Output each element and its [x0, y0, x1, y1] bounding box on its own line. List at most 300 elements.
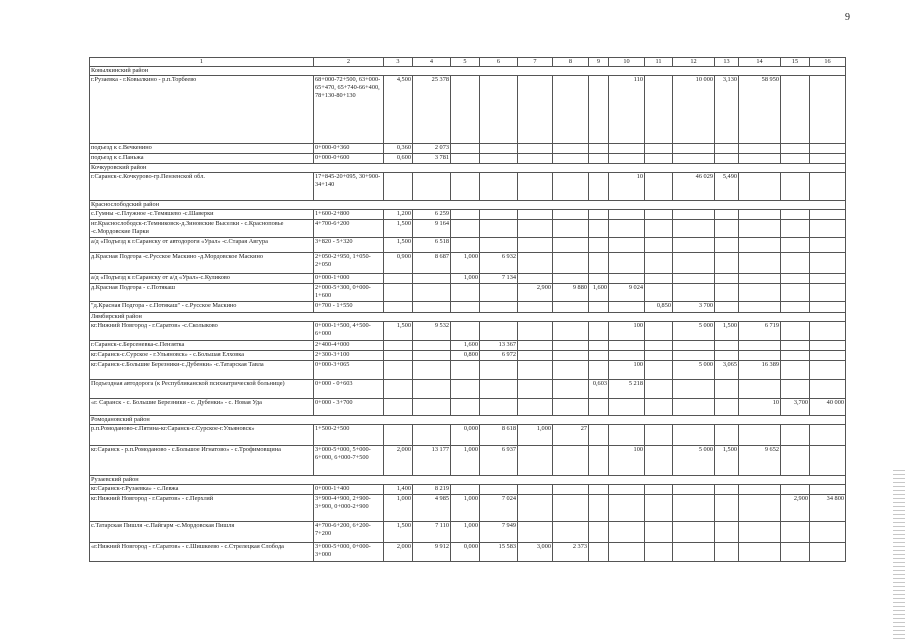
value-cell	[715, 220, 739, 238]
value-cell: 0,850	[645, 302, 673, 313]
value-cell	[451, 284, 480, 302]
value-cell	[810, 522, 846, 543]
header-cell: 6	[480, 58, 518, 67]
value-cell	[739, 238, 781, 253]
value-cell	[480, 154, 518, 164]
value-cell	[781, 522, 810, 543]
value-cell: 27	[553, 425, 589, 446]
value-cell: 6 518	[413, 238, 451, 253]
value-cell	[589, 351, 609, 361]
road-name-cell: г.Саранск-с.Кочкурово-гр.Пензенской обл.	[90, 173, 314, 201]
value-cell	[673, 274, 715, 284]
km-range-cell: 0+000-1+000	[314, 274, 384, 284]
value-cell	[589, 173, 609, 201]
value-cell	[451, 399, 480, 416]
value-cell	[781, 238, 810, 253]
value-cell	[384, 173, 413, 201]
value-cell	[715, 238, 739, 253]
value-cell	[609, 220, 645, 238]
value-cell	[781, 173, 810, 201]
value-cell: 3,065	[715, 361, 739, 380]
value-cell	[609, 399, 645, 416]
value-cell	[589, 144, 609, 154]
value-cell	[781, 322, 810, 341]
value-cell: 10	[609, 173, 645, 201]
value-cell	[810, 341, 846, 351]
value-cell	[413, 302, 451, 313]
km-range-cell: 0+000-1+500, 4+500-6+000	[314, 322, 384, 341]
value-cell: 0,603	[589, 380, 609, 399]
value-cell	[781, 341, 810, 351]
value-cell	[553, 173, 589, 201]
value-cell: 4,500	[384, 76, 413, 144]
value-cell: 3,700	[781, 399, 810, 416]
value-cell	[781, 543, 810, 562]
value-cell: 0,900	[384, 253, 413, 274]
value-cell: 13 367	[480, 341, 518, 351]
km-range-cell: 3+820 - 5+320	[314, 238, 384, 253]
road-name-cell: с.Татарская Пишля -с.Пайгарм -с.Мордовская Пишля	[90, 522, 314, 543]
km-range-cell: 3+900-4+900, 2+900-3+900, 0+000-2+900	[314, 495, 384, 522]
road-works-table	[89, 57, 846, 562]
value-cell: 1,500	[384, 238, 413, 253]
value-cell: 6 937	[480, 446, 518, 476]
value-cell: 100	[609, 322, 645, 341]
value-cell: 6 719	[739, 322, 781, 341]
value-cell	[518, 76, 553, 144]
value-cell	[810, 284, 846, 302]
value-cell	[413, 341, 451, 351]
value-cell	[645, 522, 673, 543]
value-cell	[810, 210, 846, 220]
road-name-cell: д.Красная Подгора - с.Потякаш	[90, 284, 314, 302]
value-cell: 3 781	[413, 154, 451, 164]
value-cell	[781, 284, 810, 302]
value-cell: 2,000	[384, 543, 413, 562]
value-cell	[518, 380, 553, 399]
table-row	[90, 274, 846, 284]
value-cell	[589, 495, 609, 522]
value-cell: 2 373	[553, 543, 589, 562]
value-cell	[518, 253, 553, 274]
value-cell	[518, 173, 553, 201]
value-cell	[781, 210, 810, 220]
value-cell: 0,000	[451, 425, 480, 446]
value-cell: 5 000	[673, 322, 715, 341]
value-cell	[518, 210, 553, 220]
table-row	[90, 522, 846, 543]
value-cell: 1,600	[589, 284, 609, 302]
value-cell	[739, 284, 781, 302]
value-cell	[384, 302, 413, 313]
value-cell	[715, 144, 739, 154]
value-cell	[715, 253, 739, 274]
value-cell	[518, 446, 553, 476]
road-name-cell: "д.Красная Подгора - с.Потякаш" - с.Русское Маскино	[90, 302, 314, 313]
table-row	[90, 173, 846, 201]
value-cell	[715, 302, 739, 313]
value-cell	[781, 144, 810, 154]
header-cell: 9	[589, 58, 609, 67]
value-cell	[645, 154, 673, 164]
road-name-cell: с.Гумны -с.Плужное -с.Темяшево -с.Шаверки	[90, 210, 314, 220]
road-name-cell: кг.Саранск - р.п.Ромоданово - с.Большое Игнатово» - с.Трофимовщина	[90, 446, 314, 476]
value-cell: 25 378	[413, 76, 451, 144]
road-name-cell: подъезд к с.Паньжа	[90, 154, 314, 164]
value-cell	[553, 485, 589, 495]
value-cell	[810, 543, 846, 562]
value-cell	[739, 220, 781, 238]
value-cell	[673, 425, 715, 446]
value-cell: 7 110	[413, 522, 451, 543]
value-cell: 46 029	[673, 173, 715, 201]
value-cell	[645, 380, 673, 399]
value-cell	[645, 495, 673, 522]
value-cell: 40 000	[810, 399, 846, 416]
value-cell: 1,500	[715, 446, 739, 476]
value-cell: 1,400	[384, 485, 413, 495]
value-cell	[518, 144, 553, 154]
table-row	[90, 238, 846, 253]
value-cell: 7 134	[480, 274, 518, 284]
value-cell	[553, 210, 589, 220]
scan-edge-artifact	[893, 470, 905, 640]
value-cell	[715, 495, 739, 522]
road-name-cell: а/д «Подъезд к г.Саранску от а/д «Урал»-с.Куликово	[90, 274, 314, 284]
value-cell	[645, 446, 673, 476]
value-cell: 5 000	[673, 446, 715, 476]
value-cell	[553, 302, 589, 313]
value-cell	[518, 399, 553, 416]
value-cell	[673, 210, 715, 220]
table-row	[90, 220, 846, 238]
table-row	[90, 210, 846, 220]
road-name-cell: подъезд к с.Вечкенино	[90, 144, 314, 154]
km-range-cell: 2+300-3+100	[314, 351, 384, 361]
value-cell	[553, 380, 589, 399]
table-row	[90, 284, 846, 302]
value-cell	[673, 351, 715, 361]
km-range-cell: 2+000-5+300, 0+000-1+600	[314, 284, 384, 302]
value-cell	[781, 485, 810, 495]
value-cell	[553, 361, 589, 380]
header-cell: 5	[451, 58, 480, 67]
section-row	[90, 201, 846, 210]
value-cell	[739, 425, 781, 446]
value-cell	[518, 154, 553, 164]
value-cell	[384, 274, 413, 284]
value-cell	[715, 154, 739, 164]
value-cell: 10	[739, 399, 781, 416]
value-cell	[518, 220, 553, 238]
value-cell	[781, 76, 810, 144]
road-name-cell: кг.Нижний Новгород - г.Саратов» -с.Сколыково	[90, 322, 314, 341]
value-cell: 3,130	[715, 76, 739, 144]
value-cell	[480, 220, 518, 238]
value-cell	[715, 341, 739, 351]
value-cell	[739, 522, 781, 543]
value-cell	[480, 380, 518, 399]
table-row	[90, 446, 846, 476]
value-cell	[451, 76, 480, 144]
road-name-cell: а/д «Подъезд к г.Саранску от автодороги «Урал» -с.Старая Авгура	[90, 238, 314, 253]
header-cell: 10	[609, 58, 645, 67]
value-cell	[781, 446, 810, 476]
value-cell	[553, 238, 589, 253]
value-cell	[645, 425, 673, 446]
table-row	[90, 253, 846, 274]
value-cell	[480, 284, 518, 302]
value-cell	[715, 543, 739, 562]
header-cell: 11	[645, 58, 673, 67]
value-cell	[673, 220, 715, 238]
value-cell	[609, 238, 645, 253]
value-cell	[739, 173, 781, 201]
value-cell: 1,500	[384, 322, 413, 341]
value-cell	[645, 76, 673, 144]
value-cell: 8 618	[480, 425, 518, 446]
km-range-cell: 2+050-2+950, 1+050-2+050	[314, 253, 384, 274]
value-cell: 3 700	[673, 302, 715, 313]
value-cell	[589, 399, 609, 416]
value-cell	[739, 341, 781, 351]
value-cell	[609, 543, 645, 562]
value-cell	[810, 173, 846, 201]
road-name-cell: «г. Саранск - с. Большие Березники - с. Дубенки» - с. Новая Уда	[90, 399, 314, 416]
value-cell	[645, 253, 673, 274]
km-range-cell: 2+400-4+000	[314, 341, 384, 351]
km-range-cell: 0+000-0+360	[314, 144, 384, 154]
value-cell	[739, 253, 781, 274]
table-row	[90, 380, 846, 399]
value-cell	[518, 238, 553, 253]
value-cell: 1,000	[451, 522, 480, 543]
value-cell	[739, 154, 781, 164]
value-cell	[451, 485, 480, 495]
value-cell	[645, 274, 673, 284]
value-cell: 58 950	[739, 76, 781, 144]
value-cell	[781, 253, 810, 274]
value-cell	[781, 351, 810, 361]
value-cell	[645, 322, 673, 341]
value-cell	[518, 341, 553, 351]
header-cell: 7	[518, 58, 553, 67]
value-cell	[480, 485, 518, 495]
value-cell	[810, 322, 846, 341]
road-name-cell: г.Рузаевка - г.Ковылкино - р.п.Торбеево	[90, 76, 314, 144]
value-cell	[645, 238, 673, 253]
value-cell: 6 972	[480, 351, 518, 361]
value-cell	[609, 341, 645, 351]
value-cell	[480, 399, 518, 416]
km-range-cell: 0+000-3+065	[314, 361, 384, 380]
value-cell	[451, 154, 480, 164]
table-row	[90, 399, 846, 416]
value-cell	[451, 361, 480, 380]
value-cell	[609, 522, 645, 543]
value-cell	[553, 351, 589, 361]
value-cell: 1,000	[451, 495, 480, 522]
value-cell: 110	[609, 76, 645, 144]
value-cell	[739, 210, 781, 220]
value-cell	[451, 322, 480, 341]
value-cell	[609, 302, 645, 313]
value-cell	[589, 425, 609, 446]
value-cell	[781, 302, 810, 313]
value-cell	[810, 253, 846, 274]
value-cell	[645, 144, 673, 154]
value-cell: 5,490	[715, 173, 739, 201]
value-cell: 4 985	[413, 495, 451, 522]
table-row	[90, 76, 846, 144]
road-name-cell: р.п.Ромоданово-с.Пятина-кг.Саранск-с.Сурское-г.Ульяновск»	[90, 425, 314, 446]
value-cell	[673, 495, 715, 522]
section-title: Лямбирский район	[90, 313, 846, 322]
value-cell	[673, 238, 715, 253]
section-title: Ковылкинский район	[90, 67, 846, 76]
value-cell: 1,000	[451, 274, 480, 284]
value-cell	[480, 173, 518, 201]
value-cell	[480, 361, 518, 380]
header-cell: 14	[739, 58, 781, 67]
table-row	[90, 485, 846, 495]
value-cell: 5 218	[609, 380, 645, 399]
header-cell: 12	[673, 58, 715, 67]
value-cell	[451, 220, 480, 238]
road-name-cell: нг.Краснослободск-г.Темниковск-д.Зиновские Выселки - с.Красноповье -с.Мордовские Парки	[90, 220, 314, 238]
value-cell	[518, 302, 553, 313]
table-row	[90, 543, 846, 562]
km-range-cell: 1+500-2+500	[314, 425, 384, 446]
value-cell	[739, 302, 781, 313]
value-cell	[480, 238, 518, 253]
value-cell	[781, 425, 810, 446]
value-cell	[645, 284, 673, 302]
value-cell	[739, 543, 781, 562]
value-cell: 9 024	[609, 284, 645, 302]
value-cell	[553, 446, 589, 476]
value-cell: 1,000	[518, 425, 553, 446]
value-cell: 0,800	[451, 351, 480, 361]
value-cell	[609, 495, 645, 522]
value-cell	[810, 76, 846, 144]
value-cell	[384, 341, 413, 351]
section-row	[90, 313, 846, 322]
km-range-cell: 3+000-5+000, 5+000-6+000, 6+000-7+500	[314, 446, 384, 476]
km-range-cell: 0+000 - 3+700	[314, 399, 384, 416]
table-row	[90, 154, 846, 164]
table-row	[90, 341, 846, 351]
road-name-cell: кг.Нижний Новгород - г.Саратов» - с.Перхляй	[90, 495, 314, 522]
value-cell	[384, 425, 413, 446]
value-cell	[384, 399, 413, 416]
value-cell	[645, 399, 673, 416]
value-cell	[715, 522, 739, 543]
value-cell	[673, 543, 715, 562]
value-cell	[413, 173, 451, 201]
value-cell	[384, 351, 413, 361]
value-cell	[589, 361, 609, 380]
value-cell	[384, 380, 413, 399]
value-cell: 100	[609, 361, 645, 380]
value-cell	[589, 253, 609, 274]
value-cell: 6 932	[480, 253, 518, 274]
value-cell: 9 652	[739, 446, 781, 476]
value-cell: 2,900	[781, 495, 810, 522]
value-cell	[553, 495, 589, 522]
value-cell	[715, 274, 739, 284]
value-cell	[589, 220, 609, 238]
header-cell: 13	[715, 58, 739, 67]
header-cell: 16	[810, 58, 846, 67]
value-cell	[518, 485, 553, 495]
value-cell	[413, 425, 451, 446]
road-name-cell: «г.Нижний Новгород - г.Саратов» - с.Шишкеево - с.Стрелецкая Слобода	[90, 543, 314, 562]
header-row	[90, 58, 846, 67]
value-cell	[480, 210, 518, 220]
value-cell	[589, 210, 609, 220]
value-cell	[673, 485, 715, 495]
value-cell	[589, 302, 609, 313]
value-cell	[715, 485, 739, 495]
table-row	[90, 302, 846, 313]
value-cell: 9 912	[413, 543, 451, 562]
value-cell	[609, 351, 645, 361]
value-cell	[589, 522, 609, 543]
road-name-cell: д.Красная Подгора -с.Русское Маскино -д.Мордовское Маскино	[90, 253, 314, 274]
value-cell	[810, 238, 846, 253]
value-cell	[451, 238, 480, 253]
value-cell: 9 532	[413, 322, 451, 341]
value-cell	[715, 425, 739, 446]
value-cell: 7 949	[480, 522, 518, 543]
value-cell	[413, 351, 451, 361]
value-cell	[553, 76, 589, 144]
value-cell	[645, 543, 673, 562]
value-cell	[451, 144, 480, 154]
km-range-cell: 68+000-72+500, 63+000-65+470, 65+740-66+400, 78+130-80+130	[314, 76, 384, 144]
value-cell: 7 024	[480, 495, 518, 522]
section-row	[90, 416, 846, 425]
value-cell: 1,000	[451, 446, 480, 476]
value-cell	[645, 361, 673, 380]
header-cell: 3	[384, 58, 413, 67]
value-cell: 10 000	[673, 76, 715, 144]
value-cell	[609, 210, 645, 220]
km-range-cell: 3+000-5+000, 0+000-3+000	[314, 543, 384, 562]
value-cell	[553, 522, 589, 543]
road-name-cell: Подъездная автодорога (к Республиканской психиатрической больнице)	[90, 380, 314, 399]
value-cell	[518, 495, 553, 522]
value-cell: 8 687	[413, 253, 451, 274]
value-cell: 0,600	[384, 154, 413, 164]
road-name-cell: кг.Саранск-с.Сурское - г.Ульяновск» - с.Большая Елховка	[90, 351, 314, 361]
value-cell	[451, 302, 480, 313]
value-cell	[589, 76, 609, 144]
value-cell	[480, 302, 518, 313]
value-cell: 1,500	[384, 522, 413, 543]
value-cell: 0,000	[451, 543, 480, 562]
value-cell	[739, 274, 781, 284]
value-cell	[553, 322, 589, 341]
value-cell: 3,000	[518, 543, 553, 562]
value-cell	[781, 361, 810, 380]
value-cell	[645, 173, 673, 201]
km-range-cell: 4+700-6+200, 6+200-7+200	[314, 522, 384, 543]
value-cell	[451, 173, 480, 201]
value-cell	[810, 425, 846, 446]
value-cell: 1,000	[451, 253, 480, 274]
